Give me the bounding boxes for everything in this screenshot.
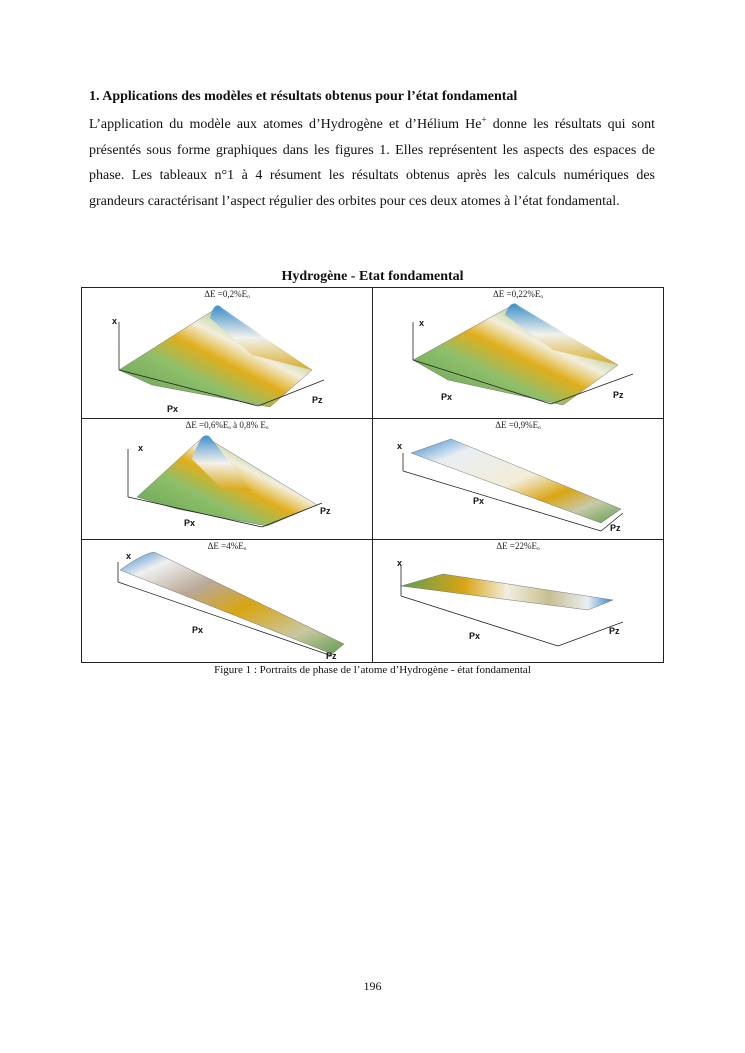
figure-title: Hydrogène - Etat fondamental xyxy=(281,269,464,284)
body-paragraph xyxy=(89,112,655,214)
page-number: 196 xyxy=(363,979,382,993)
axis-label-x: x xyxy=(397,558,403,568)
phase-surface-plot xyxy=(82,300,372,418)
panel-4 xyxy=(82,540,373,662)
axis-label-px: Px xyxy=(192,625,204,635)
panel-label: ΔE =4%Eₒ xyxy=(207,541,247,551)
section-heading: 1. Applications des modèles et résultats obtenus pour l’état fondamental xyxy=(89,89,518,104)
phase-surface-plot xyxy=(82,431,372,539)
panel-label: ΔE =22%Eₒ xyxy=(496,541,540,551)
axis-label-px: Px xyxy=(167,404,179,414)
axis-label-pz: Pz xyxy=(326,651,337,660)
axis-label-pz: Pz xyxy=(613,390,624,400)
para-text-a: L’application du modèle aux atomes d’Hydrogène et d’Hélium He xyxy=(89,117,482,132)
phase-surface-plot xyxy=(373,431,662,539)
phase-surface-plot xyxy=(82,552,372,660)
panel-3 xyxy=(373,419,663,540)
axis-label-px: Px xyxy=(441,392,453,402)
axis-label-px: Px xyxy=(184,518,196,528)
panel-label: ΔE =0,9%Eₒ xyxy=(495,420,541,430)
axis-label-x: x xyxy=(419,318,425,328)
panel-0 xyxy=(82,288,373,419)
axis-label-pz: Pz xyxy=(610,523,621,533)
panel-2 xyxy=(82,419,373,540)
para-text-b: donne les résultats qui sont présentés sous forme graphiques dans les figures 1. Elles représentent les aspects des espaces de phase. Les tableaux n°1 à 4 résument les résultats obtenus après les calculs numériques des grandeurs caractérisant l’aspect régulier des orbites pour ces deux atomes à l’état fondamental. xyxy=(89,117,655,209)
axis-label-x: x xyxy=(126,552,132,561)
phase-surface-plot xyxy=(373,300,662,418)
axis-label-pz: Pz xyxy=(320,506,331,516)
axis-label-pz: Pz xyxy=(312,395,323,405)
panel-label: ΔE =0,2%Eₒ xyxy=(204,289,250,299)
axis-label-pz: Pz xyxy=(609,626,620,636)
panel-label: ΔE =0,22%Eₒ xyxy=(493,289,543,299)
axis-label-px: Px xyxy=(473,496,485,506)
phase-surface-plot xyxy=(373,552,662,660)
panel-label: ΔE =0,6%Eₒ à 0,8% Eₒ xyxy=(185,420,269,430)
para-superscript: + xyxy=(481,114,487,125)
figure-panel-grid xyxy=(81,287,664,663)
panel-1 xyxy=(373,288,663,419)
axis-label-x: x xyxy=(138,443,144,453)
axis-label-x: x xyxy=(112,316,118,326)
axis-label-x: x xyxy=(397,441,403,451)
panel-5 xyxy=(373,540,663,662)
axis-label-px: Px xyxy=(469,631,481,641)
figure-caption: Figure 1 : Portraits de phase de l’atome d’Hydrogène - état fondamental xyxy=(214,664,531,676)
